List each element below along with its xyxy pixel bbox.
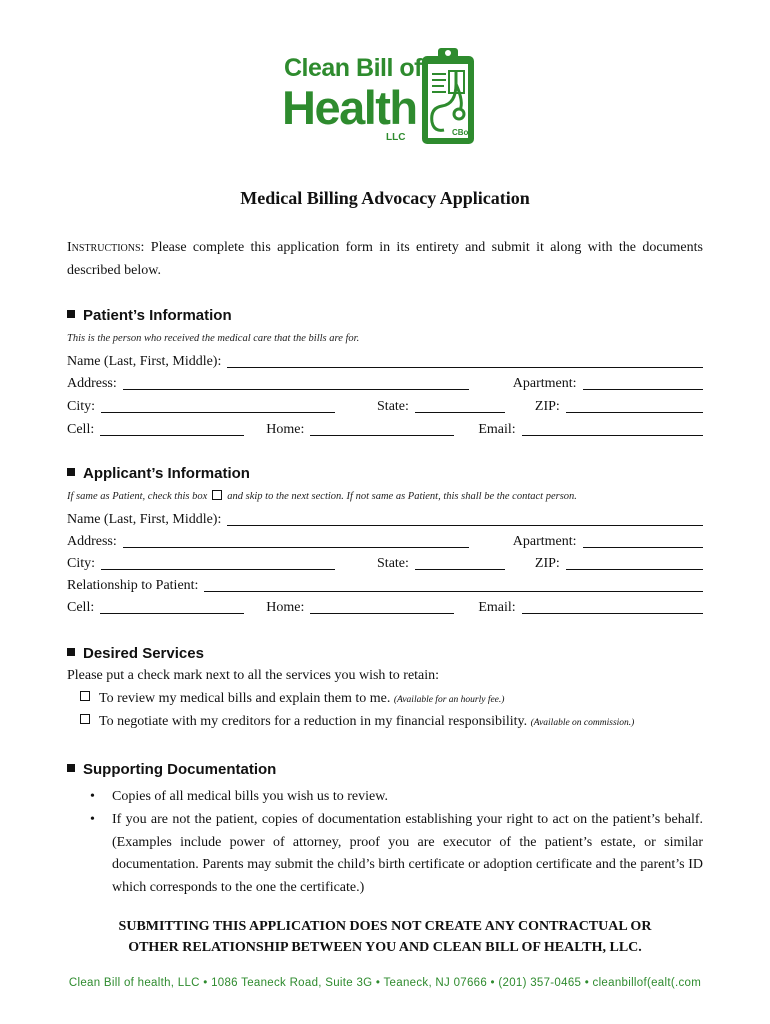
applicant-phone-row bbox=[67, 596, 703, 616]
services-heading-text: Desired Services bbox=[83, 645, 204, 662]
patient-city-row bbox=[67, 395, 703, 415]
applicant-email-label: Email: bbox=[478, 600, 516, 615]
applicant-name-label: Name (Last, First, Middle): bbox=[67, 512, 222, 527]
patient-phone-row bbox=[67, 418, 703, 438]
negotiate-checkbox[interactable] bbox=[80, 714, 90, 724]
patient-section-heading bbox=[67, 307, 232, 324]
logo-text-line2: Health bbox=[282, 81, 417, 134]
square-bullet-icon bbox=[67, 764, 75, 772]
applicant-section-heading bbox=[67, 465, 250, 482]
applicant-email-field[interactable] bbox=[522, 599, 703, 614]
service-review-note: (Available for an hourly fee.) bbox=[393, 695, 505, 705]
bullet-icon: • bbox=[90, 789, 95, 804]
service-negotiate-note: (Available on commission.) bbox=[530, 718, 635, 728]
patient-zip-field[interactable] bbox=[566, 398, 703, 413]
applicant-state-label: State: bbox=[377, 556, 409, 571]
patient-heading-text: Patient’s Information bbox=[83, 307, 232, 324]
logo-llc: LLC bbox=[386, 132, 406, 143]
applicant-address-row bbox=[67, 530, 703, 550]
square-bullet-icon bbox=[67, 310, 75, 318]
patient-state-field[interactable] bbox=[415, 398, 505, 413]
documentation-item-2 bbox=[90, 809, 703, 899]
applicant-name-row bbox=[67, 508, 703, 528]
form-title: Medical Billing Advocacy Application bbox=[240, 188, 530, 208]
applicant-name-field[interactable] bbox=[227, 511, 703, 526]
applicant-home-label: Home: bbox=[266, 600, 305, 615]
disclaimer bbox=[0, 916, 770, 958]
applicant-state-field[interactable] bbox=[415, 555, 505, 570]
patient-zip-label: ZIP: bbox=[534, 399, 560, 414]
applicant-apartment-field[interactable] bbox=[583, 533, 703, 548]
instructions-label: Instructions: bbox=[67, 240, 145, 255]
service-negotiate-text: To negotiate with my creditors for a reduction in my financial responsibility. bbox=[99, 714, 528, 729]
patient-home-field[interactable] bbox=[310, 421, 454, 436]
applicant-relationship-label: Relationship to Patient: bbox=[67, 578, 199, 593]
patient-address-label: Address: bbox=[67, 376, 117, 391]
patient-home-label: Home: bbox=[266, 422, 305, 437]
patient-name-row bbox=[67, 350, 703, 370]
square-bullet-icon bbox=[67, 648, 75, 656]
service-review-text: To review my medical bills and explain them to me. bbox=[99, 691, 391, 706]
applicant-heading-text: Applicant’s Information bbox=[83, 465, 250, 482]
patient-state-label: State: bbox=[377, 399, 409, 414]
patient-city-label: City: bbox=[67, 399, 96, 414]
logo-text-line1: Clean Bill of bbox=[284, 54, 422, 82]
services-section-heading bbox=[67, 645, 204, 662]
patient-cell-field[interactable] bbox=[100, 421, 244, 436]
applicant-cell-field[interactable] bbox=[100, 599, 244, 614]
same-as-patient-checkbox[interactable] bbox=[212, 490, 222, 500]
applicant-relationship-field[interactable] bbox=[204, 577, 703, 592]
applicant-city-label: City: bbox=[67, 556, 96, 571]
applicant-apartment-label: Apartment: bbox=[512, 534, 577, 549]
patient-email-field[interactable] bbox=[522, 421, 703, 436]
documentation-heading-text: Supporting Documentation bbox=[83, 761, 277, 778]
company-logo bbox=[280, 44, 490, 152]
disclaimer-line2: OTHER RELATIONSHIP BETWEEN YOU AND CLEAN BILL OF HEALTH, LLC. bbox=[128, 940, 642, 955]
bullet-icon: • bbox=[90, 812, 95, 827]
patient-email-label: Email: bbox=[478, 422, 516, 437]
instructions bbox=[67, 236, 703, 282]
patient-note: This is the person who received the medical care that the bills are for. bbox=[67, 333, 360, 344]
documentation-section-heading bbox=[67, 761, 276, 778]
applicant-home-field[interactable] bbox=[310, 599, 454, 614]
applicant-address-field[interactable] bbox=[123, 533, 469, 548]
disclaimer-line1: SUBMITTING THIS APPLICATION DOES NOT CREATE ANY CONTRACTUAL OR bbox=[118, 919, 652, 934]
patient-address-field[interactable] bbox=[123, 375, 469, 390]
patient-address-row bbox=[67, 372, 703, 392]
patient-apartment-field[interactable] bbox=[583, 375, 703, 390]
applicant-address-label: Address: bbox=[67, 534, 117, 549]
patient-apartment-label: Apartment: bbox=[512, 376, 577, 391]
review-bills-checkbox[interactable] bbox=[80, 691, 90, 701]
square-bullet-icon bbox=[67, 468, 75, 476]
patient-city-field[interactable] bbox=[101, 398, 335, 413]
applicant-city-row bbox=[67, 552, 703, 572]
service-option-negotiate bbox=[80, 714, 634, 730]
documentation-item-2-text: If you are not the patient, copies of documentation establishing your right to act on the patient’s behalf. (Examples include power of attorney, proof you are executor of the patient’s estate, or similar documentation. Parents may submit the child’s birth certificate or adoption certificate and the parent’s ID which corresponds to the one the certificate.) bbox=[112, 812, 703, 895]
applicant-cell-label: Cell: bbox=[67, 600, 95, 615]
documentation-item-1-text: Copies of all medical bills you wish us to review. bbox=[112, 789, 388, 804]
logo-badge: CBoH bbox=[452, 128, 475, 137]
footer-contact: Clean Bill of health, LLC • 1086 Teaneck Road, Suite 3G • Teaneck, NJ 07666 • (201) 357-0465 • cleanbillof(ealt(.com bbox=[68, 977, 702, 989]
patient-name-field[interactable] bbox=[227, 353, 703, 368]
applicant-note-after: and skip to the next section. If not same as Patient, this shall be the contact person. bbox=[227, 491, 577, 502]
instructions-text: Please complete this application form in its entirety and submit it along with the documents described below. bbox=[67, 240, 703, 278]
applicant-note bbox=[67, 490, 577, 502]
documentation-item-1 bbox=[90, 786, 703, 809]
patient-cell-label: Cell: bbox=[67, 422, 95, 437]
services-intro: Please put a check mark next to all the services you wish to retain: bbox=[67, 668, 440, 683]
service-option-review bbox=[80, 691, 504, 707]
applicant-relationship-row bbox=[67, 574, 703, 594]
applicant-note-before: If same as Patient, check this box bbox=[67, 491, 208, 502]
patient-name-label: Name (Last, First, Middle): bbox=[67, 354, 222, 369]
applicant-city-field[interactable] bbox=[101, 555, 335, 570]
applicant-zip-field[interactable] bbox=[566, 555, 703, 570]
applicant-zip-label: ZIP: bbox=[534, 556, 560, 571]
